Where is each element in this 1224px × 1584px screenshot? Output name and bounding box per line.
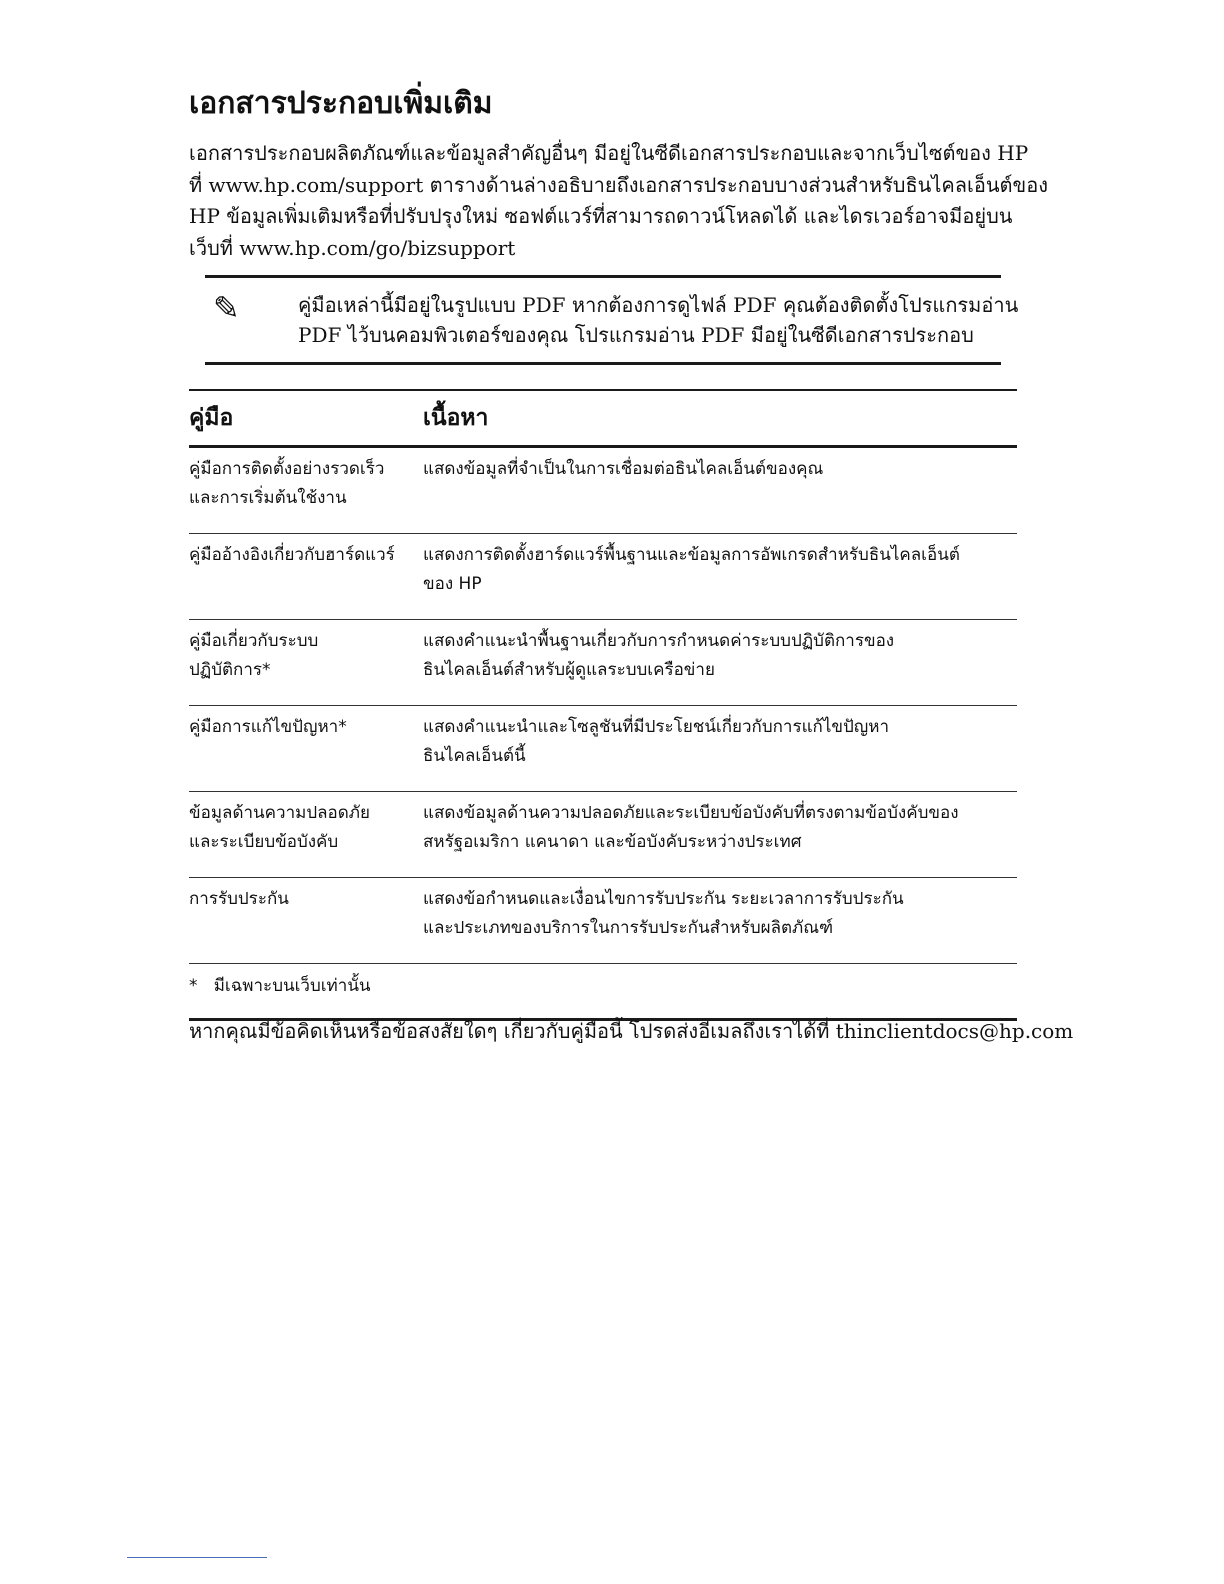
content-cell bbox=[423, 620, 1017, 706]
header-content: เนื้อหา bbox=[423, 390, 1017, 447]
content-text: ธินไคลเอ็นต์นี้ bbox=[423, 746, 526, 766]
content-text: แสดงข้อมูลด้านความปลอดภัยและระเบียบข้อบังคับที่ตรงตามข้อบังคับของ bbox=[423, 803, 959, 823]
table-footnote-row bbox=[189, 964, 1017, 1020]
guide-cell bbox=[189, 706, 423, 792]
table-row bbox=[189, 706, 1017, 792]
header-guide: คู่มือ bbox=[189, 390, 423, 447]
guide-text: คู่มือการติดตั้งอย่างรวดเร็ว bbox=[189, 459, 385, 479]
content-text: สหรัฐอเมริกา แคนาดา และข้อบังคับระหว่างประเทศ bbox=[423, 832, 802, 852]
content-text: ธินไคลเอ็นต์สำหรับผู้ดูแลระบบเครือข่าย bbox=[423, 660, 715, 680]
content-cell bbox=[423, 534, 1017, 620]
guide-text: ข้อมูลด้านความปลอดภัย bbox=[189, 803, 370, 823]
guide-text: คู่มืออ้างอิงเกี่ยวกับฮาร์ดแวร์ bbox=[189, 545, 395, 565]
content-text: แสดงการติดตั้งฮาร์ดแวร์พื้นฐานและข้อมูลการอัพเกรดสำหรับธินไคลเอ็นต์ bbox=[423, 545, 960, 565]
note-box bbox=[205, 275, 1019, 365]
guide-text: และการเริ่มต้นใช้งาน bbox=[189, 488, 347, 508]
content-text: แสดงข้อกำหนดและเงื่อนไขการรับประกัน ระยะเวลาการรับประกัน bbox=[423, 889, 904, 909]
guide-text: และระเบียบข้อบังคับ bbox=[189, 832, 339, 852]
intro-line: เอกสารประกอบผลิตภัณฑ์และข้อมูลสำคัญอื่นๆ มีอยู่ในซีดีเอกสารประกอบและจากเว็บไซต์ของ HP bbox=[189, 141, 1029, 165]
intro-line: HP ข้อมูลเพิ่มเติมหรือที่ปรับปรุงใหม่ ซอฟต์แวร์ที่สามารถดาวน์โหลดได้ และไดรเวอร์อาจมีอยู่บน bbox=[189, 204, 1013, 228]
guide-cell bbox=[189, 878, 423, 964]
guide-cell bbox=[189, 447, 423, 534]
feedback-text: หากคุณมีข้อคิดเห็นหรือข้อสงสัยใดๆ เกี่ยวกับคู่มือนี้ โปรดส่งอีเมลถึงเราได้ที่ thinclientdocs@hp.com bbox=[189, 1019, 1074, 1043]
table-row bbox=[189, 792, 1017, 878]
table-row bbox=[189, 878, 1017, 964]
note-line: คู่มือเหล่านี้มีอยู่ในรูปแบบ PDF หากต้องการดูไฟล์ PDF คุณต้องติดตั้งโปรแกรมอ่าน bbox=[298, 293, 1019, 317]
guide-text: ปฏิบัติการ* bbox=[189, 660, 271, 680]
intro-line: ที่ www.hp.com/support ตารางด้านล่างอธิบายถึงเอกสารประกอบบางส่วนสำหรับธินไคลเอ็นต์ของ bbox=[189, 172, 1048, 197]
content-cell bbox=[423, 878, 1017, 964]
guide-cell bbox=[189, 620, 423, 706]
intro-line: เว็บที่ www.hp.com/go/bizsupport bbox=[189, 235, 516, 260]
table-header-row bbox=[189, 390, 1017, 447]
documents-table bbox=[189, 389, 1017, 1021]
guide-text: คู่มือเกี่ยวกับระบบ bbox=[189, 631, 319, 651]
intro-paragraph bbox=[189, 138, 1048, 264]
guide-cell bbox=[189, 792, 423, 878]
footnote: * มีเฉพาะบนเว็บเท่านั้น bbox=[189, 964, 1017, 1020]
guide-text: คู่มือการแก้ไขปัญหา* bbox=[189, 717, 347, 737]
pencil-icon: ✎ bbox=[213, 289, 240, 327]
content-text: ของ HP bbox=[423, 574, 482, 594]
table-row bbox=[189, 534, 1017, 620]
footer-divider bbox=[127, 1557, 267, 1558]
content-text: และประเภทของบริการในการรับประกันสำหรับผลิตภัณฑ์ bbox=[423, 918, 834, 938]
table-row bbox=[189, 447, 1017, 534]
content-text: แสดงคำแนะนำและโซลูชันที่มีประโยชน์เกี่ยวกับการแก้ไขปัญหา bbox=[423, 717, 890, 737]
content-cell bbox=[423, 792, 1017, 878]
table-row bbox=[189, 620, 1017, 706]
page-title: เอกสารประกอบเพิ่มเติม bbox=[189, 86, 493, 121]
guide-cell bbox=[189, 534, 423, 620]
guide-text: การรับประกัน bbox=[189, 889, 289, 909]
content-text: แสดงข้อมูลที่จำเป็นในการเชื่อมต่อธินไคลเอ็นต์ของคุณ bbox=[423, 459, 824, 479]
content-cell bbox=[423, 706, 1017, 792]
note-text bbox=[298, 290, 1018, 350]
content-cell bbox=[423, 447, 1017, 534]
content-text: แสดงคำแนะนำพื้นฐานเกี่ยวกับการกำหนดค่าระบบปฏิบัติการของ bbox=[423, 631, 895, 651]
note-line: PDF ไว้บนคอมพิวเตอร์ของคุณ โปรแกรมอ่าน PDF มีอยู่ในซีดีเอกสารประกอบ bbox=[298, 323, 974, 347]
